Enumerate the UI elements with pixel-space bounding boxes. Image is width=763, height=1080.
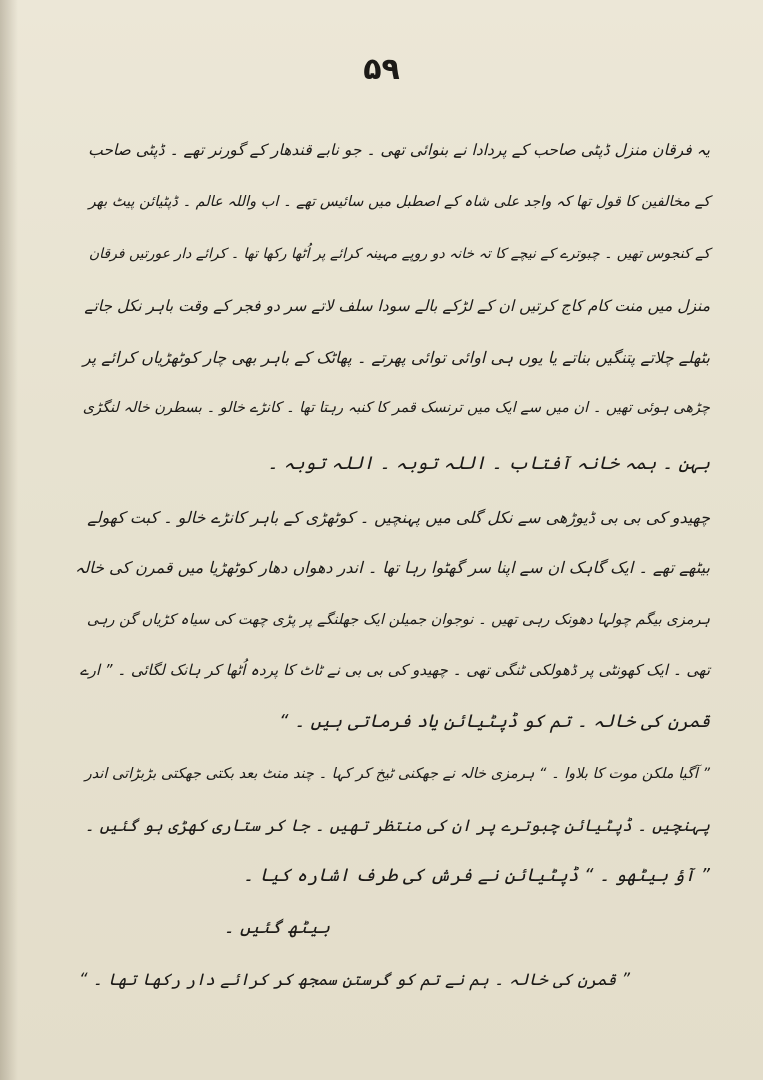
text-line: چڑھی ہوئی تھیں ۔ ان میں سے ایک میں ترنسک قمر کا کنبہ رہتا تھا ۔ کانڑے خالو ۔ بسطرن خالہ لنگڑی — [82, 400, 710, 416]
text-line: ” آگیا ملکن موت کا بلاوا ۔ “ ہرمزی خالہ نے جھکنی ٹیخ کر کہا ۔ چند منٹ بعد بکتی جھکتی بڑبڑاتی اندر — [84, 766, 710, 782]
text-line: پہنچیں ۔ ڈپٹیائن چبوترے پر ان کی منتظر تھیں ۔ جا کر ستاری کھڑی ہو گئیں ۔ — [84, 816, 710, 835]
text-line: بٹھلے چلاتے پتنگیں بناتے یا یوں ہی اوائی توائی پھرتے ۔ پھاٹک کے باہر بھی چار کوٹھڑیاں کرائے پر — [82, 348, 710, 367]
text-line: کے کنجوس تھیں ۔ چبوترے کے نیچے کا تہ خانہ دو روپے مہینہ کرائے پر اُٹھا رکھا تھا ۔ کرائے دار عورتیں فرقان — [88, 246, 710, 262]
text-line: منزل میں منت کام کاج کرتیں ان کے لڑکے بالے سودا سلف لاتے سر دو فجر کے وقت باہر نکل جاتے — [84, 297, 710, 315]
text-line: ” آؤ بیٹھو ۔ “ ڈپٹیائن نے فرش کی طرف اشارہ کیا ۔ — [243, 865, 710, 886]
text-line: بیٹھ گئیں ۔ — [223, 917, 330, 938]
text-line: یہ فرقان منزل ڈپٹی صاحب کے پردادا نے بنوائی تھی ۔ جو نابے قندھار کے گورنر تھے ۔ ڈپٹی صاحب — [88, 141, 710, 159]
text-line: قمرن کی خالہ ۔ تم کو ڈپٹیائن یاد فرماتی ہیں ۔ “ — [279, 711, 710, 732]
text-line: بیٹھے تھے ۔ ایک گاہک ان سے اپنا سر گھٹوا رہا تھا ۔ اندر دھواں دھار کوٹھڑیا میں قمرن کی خالہ — [74, 558, 710, 577]
text-line: چھیدو کی بی بی ڈیوڑھی سے نکل گلی میں پہنچیں ۔ کوٹھڑی کے باہر کانڑے خالو ۔ کبت کھولے — [87, 508, 710, 527]
page-edge-shadow — [0, 0, 18, 1080]
text-line: ” قمرن کی خالہ ۔ ہم نے تم کو گرستن سمجھ کر کرائے دار رکھا تھا ۔ “ — [79, 970, 630, 989]
text-line: تھی ۔ ایک کھونٹی پر ڈھولکی ٹنگی تھی ۔ چھیدو کی بی بی نے ٹاٹ کا پردہ اُٹھا کر ہانک لگائی ۔ ” ارے — [79, 661, 710, 679]
text-line: بہن ۔ ہمہ خانہ آفتاب ۔ اللہ توبہ ۔ اللہ توبہ ۔ — [267, 453, 710, 474]
text-line: ہرمزی بیگم چولہا دھونک رہی تھیں ۔ نوجوان جمیلن ایک جھلنگے پر پڑی چھت کی سیاہ کڑیاں گن رہی — [86, 612, 710, 628]
text-line: کے مخالفین کا قول تھا کہ واجد علی شاہ کے اصطبل میں سائیس تھے ۔ اب واللہ عالم ۔ ڈپٹیائن پیٹ بھر — [88, 194, 710, 210]
page-number: ۵۹ — [363, 52, 400, 87]
